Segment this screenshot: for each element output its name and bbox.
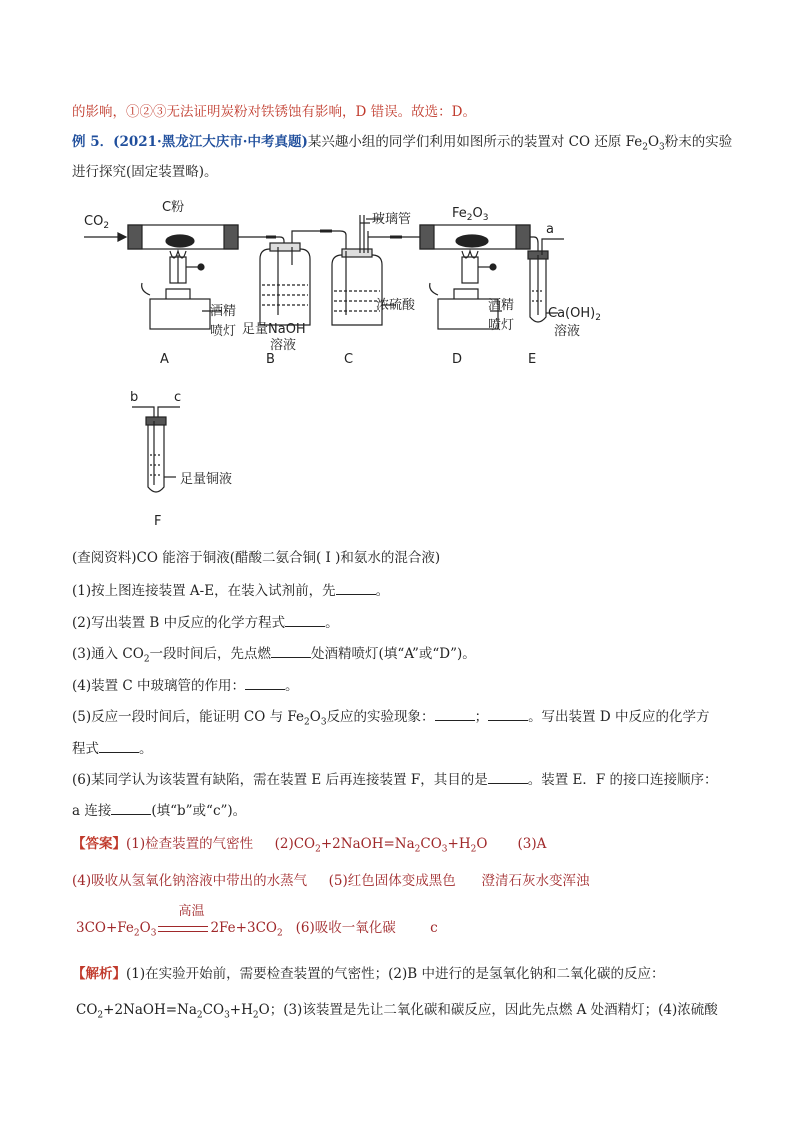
fe2o3-powder	[456, 235, 488, 247]
apparatus-diagram	[70, 195, 630, 545]
label-f: F	[154, 514, 162, 529]
label-naoh-1: 足量NaOH	[242, 322, 306, 337]
question-2: (2)写出装置 B 中反应的化学方程式 。	[72, 612, 339, 633]
reaction-condition: 高温	[156, 918, 210, 938]
label-fe2o3: $Fe_2O_3$	[452, 206, 489, 223]
question-6-cont: a 连接 (填“b”或“c”)。	[72, 800, 246, 821]
label-c: C	[344, 352, 354, 367]
stopper-a-left	[128, 225, 142, 249]
arrow-head	[118, 233, 126, 241]
info-line: (查阅资料)CO 能溶于铜液(醋酸二氨合铜( I )和氨水的混合液)	[72, 550, 441, 566]
answer-line-2: (4)吸收从氢氧化钠溶液中带出的水蒸气 (5)红色固体变成黑色 澄清石灰水变浑浊	[72, 873, 590, 889]
label-copper-liquid: 足量铜液	[180, 472, 233, 487]
question-6: (6)某同学认为该装置有缺陷，需在装置 E 后再连接装置 F，其目的是 。装置 E．F 的接口连接顺序：	[72, 769, 718, 790]
question-4: (4)装置 C 中玻璃管的作用： 。	[72, 675, 299, 696]
label-naoh-2: 溶液	[270, 338, 297, 353]
label-lamp-a-2: 喷灯	[210, 324, 237, 339]
blank-1	[336, 580, 376, 595]
blank-5a	[435, 706, 475, 721]
answer-line-3: $3CO+Fe_2O_3$ 高温 $2Fe+3CO_2$ (6)吸收一氧化碳 c	[76, 904, 438, 939]
question-header: 例 5．(2021·黑龙江大庆市·中考真题)某兴趣小组的同学们利用如图所示的装置对 CO 还原 $Fe_2O_3$粉末的实验	[72, 134, 733, 153]
label-c-powder: C粉	[162, 200, 185, 215]
question-tag: 例 5．	[72, 134, 114, 150]
label-caoh-2: 溶液	[554, 324, 581, 339]
question-5-cont: 程式 。	[72, 738, 153, 759]
label-port-b: b	[130, 390, 139, 405]
blank-6b	[111, 800, 151, 815]
label-lamp-a-1: 酒精	[210, 304, 237, 319]
previous-answer-tail: 的影响，①②③无法证明炭粉对铁锈蚀有影响，D 错误。故选：D。	[72, 104, 476, 120]
label-port-c: c	[174, 390, 182, 405]
blank-5b	[488, 706, 528, 721]
stopper-a-right	[224, 225, 238, 249]
label-glass-tube: 玻璃管	[372, 212, 412, 227]
answer-label: 【答案】	[72, 836, 126, 852]
bottle-b	[260, 249, 310, 325]
question-1: (1)按上图连接装置 A-E，在装入试剂前，先 。	[72, 580, 389, 601]
label-b: B	[266, 352, 275, 367]
blank-3	[271, 643, 311, 658]
label-a: A	[160, 352, 169, 367]
label-e: E	[528, 352, 537, 367]
blank-4	[245, 675, 285, 690]
answer-line-1: 【答案】(1)检查装置的气密性 $(2)CO_2+2NaOH=Na_2CO_3+H_2O$ (3)A	[72, 836, 547, 855]
blank-2	[285, 612, 325, 627]
label-d: D	[452, 352, 463, 367]
label-port-a: a	[546, 222, 554, 237]
analysis-line-1: 【解析】(1)在实验开始前，需要检查装置的气密性；(2)B 中进行的是氢氧化钠和二氧化碳的反应：	[72, 966, 665, 982]
question-5: (5)反应一段时间后，能证明 CO 与 $Fe_2O_3$反应的实验现象： ； 。写出装置 D 中反应的化学方	[72, 706, 709, 733]
bottle-c	[332, 255, 382, 325]
label-caoh-1: $Ca(OH)_2$	[548, 306, 601, 323]
analysis-line-2: $CO_2+2NaOH=Na_2CO_3+H_2O$；(3)该装置是先让二氧化碳和碳反应，因此先点燃 A 处酒精灯；(4)浓硫酸	[76, 1002, 718, 1021]
blank-6a	[488, 769, 528, 784]
label-h2so4: 浓硫酸	[376, 298, 416, 313]
question-source: (2021·黑龙江大庆市·中考真题)	[113, 134, 308, 150]
burner-a	[150, 299, 210, 329]
label-co2: $CO_2$	[84, 214, 110, 231]
test-tube-f	[148, 421, 164, 492]
question-stem-line2: 进行探究(固定装置略)。	[72, 164, 218, 180]
analysis-label: 【解析】	[72, 966, 126, 982]
question-3: (3)通入 $CO_2$一段时间后，先点燃 处酒精喷灯(填“A”或“D”)。	[72, 643, 476, 670]
blank-5c	[99, 738, 139, 753]
carbon-powder	[166, 235, 194, 247]
label-lamp-d-2: 喷灯	[488, 318, 515, 333]
label-lamp-d-1: 酒精	[488, 298, 515, 313]
